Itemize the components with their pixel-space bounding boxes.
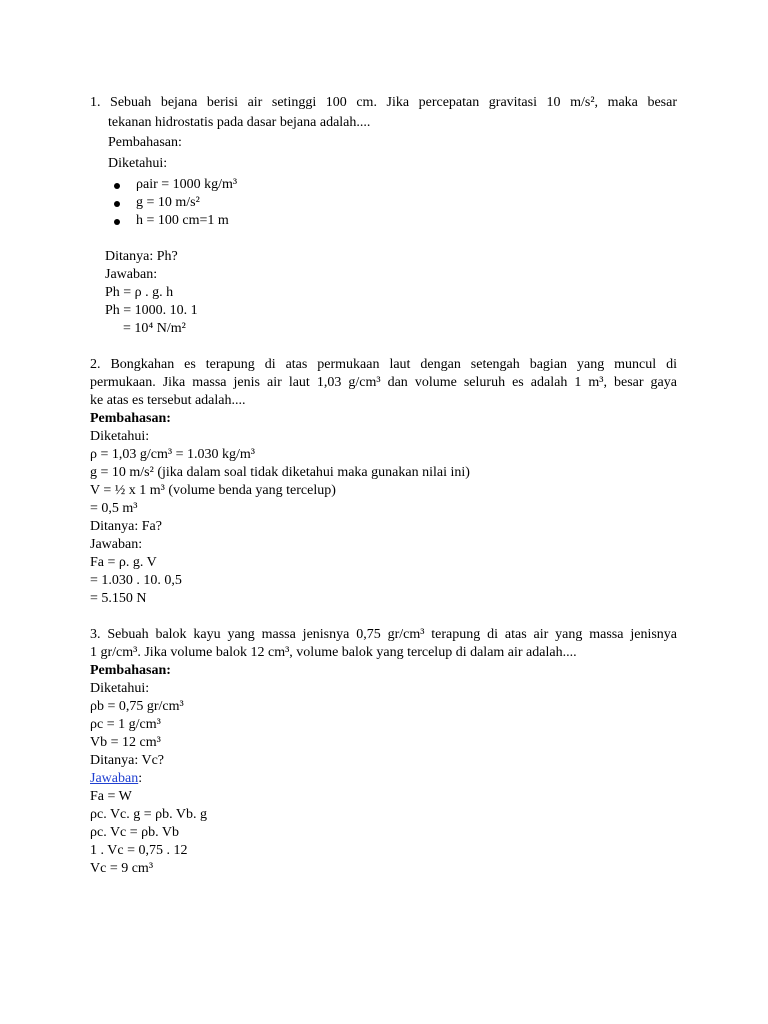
q3-step-2: ρc. Vc. g = ρb. Vb. g [90,807,208,822]
q3-diketahui-label: Diketahui: [90,681,150,696]
q2-given-v-result: = 0,5 m³ [90,501,138,516]
q1-given-h: h = 100 cm=1 m [136,213,229,228]
bullet-icon [114,183,120,189]
q3-text-line-1: 3. Sebuah balok kayu yang massa jenisnya 0,75 gr/cm³ terapung di atas air yang massa jenisnya [90,627,677,642]
q3-step-5: Vc = 9 cm³ [90,861,154,876]
q3-step-1: Fa = W [90,789,132,804]
q1-step-3: = 10⁴ N/m² [123,321,186,336]
q1-step-1: Ph = ρ . g. h [105,285,174,300]
q1-diketahui-label: Diketahui: [108,156,168,171]
q1-given-g: g = 10 m/s² [136,195,200,210]
q1-pembahasan-label: Pembahasan: [108,135,182,150]
bullet-icon [114,219,120,225]
q3-given-vb: Vb = 12 cm³ [90,735,161,750]
q3-step-4: 1 . Vc = 0,75 . 12 [90,843,188,858]
q1-given-rho: ρair = 1000 kg/m³ [136,177,238,192]
q2-step-1: Fa = ρ. g. V [90,555,157,570]
q3-given-rhob: ρb = 0,75 gr/cm³ [90,699,184,714]
q3-text-line-2: 1 gr/cm³. Jika volume balok 12 cm³, volume balok yang tercelup di dalam air adalah.... [90,645,577,660]
q2-given-g: g = 10 m/s² (jika dalam soal tidak diketahui maka gunakan nilai ini) [90,465,470,480]
q2-text-line-2: permukaan. Jika massa jenis air laut 1,03 g/cm³ dan volume seluruh es adalah 1 m³, besar gaya [90,375,677,390]
q2-pembahasan-label: Pembahasan: [90,411,171,426]
q2-jawaban-label: Jawaban: [90,537,143,552]
q2-text-line-3: ke atas es tersebut adalah.... [90,393,246,408]
q3-jawaban-row [90,770,142,788]
q1-step-2: Ph = 1000. 10. 1 [105,303,198,318]
q1-ditanya: Ditanya: Ph? [105,249,178,264]
jawaban-link[interactable]: Jawaban [90,771,139,786]
q2-given-rho: ρ = 1,03 g/cm³ = 1.030 kg/m³ [90,447,255,462]
q2-text-line-1: 2. Bongkahan es terapung di atas permukaan laut dengan setengah bagian yang muncul di [90,357,677,372]
q3-given-rhoc: ρc = 1 g/cm³ [90,717,161,732]
q2-ditanya: Ditanya: Fa? [90,519,162,534]
q3-step-3: ρc. Vc = ρb. Vb [90,825,180,840]
q1-text-line-2: tekanan hidrostatis pada dasar bejana adalah.... [108,115,371,130]
q2-diketahui-label: Diketahui: [90,429,150,444]
q3-pembahasan-label: Pembahasan: [90,663,171,678]
q1-jawaban-label: Jawaban: [105,267,158,282]
q1-text-line-1: 1. Sebuah bejana berisi air setinggi 100 cm. Jika percepatan gravitasi 10 m/s², maka besar [90,95,677,110]
q2-step-3: = 5.150 N [90,591,147,606]
q2-step-2: = 1.030 . 10. 0,5 [90,573,182,588]
q2-given-v: V = ½ x 1 m³ (volume benda yang tercelup) [90,483,336,498]
bullet-icon [114,201,120,207]
jawaban-colon: : [138,771,143,786]
q3-ditanya: Ditanya: Vc? [90,753,164,768]
